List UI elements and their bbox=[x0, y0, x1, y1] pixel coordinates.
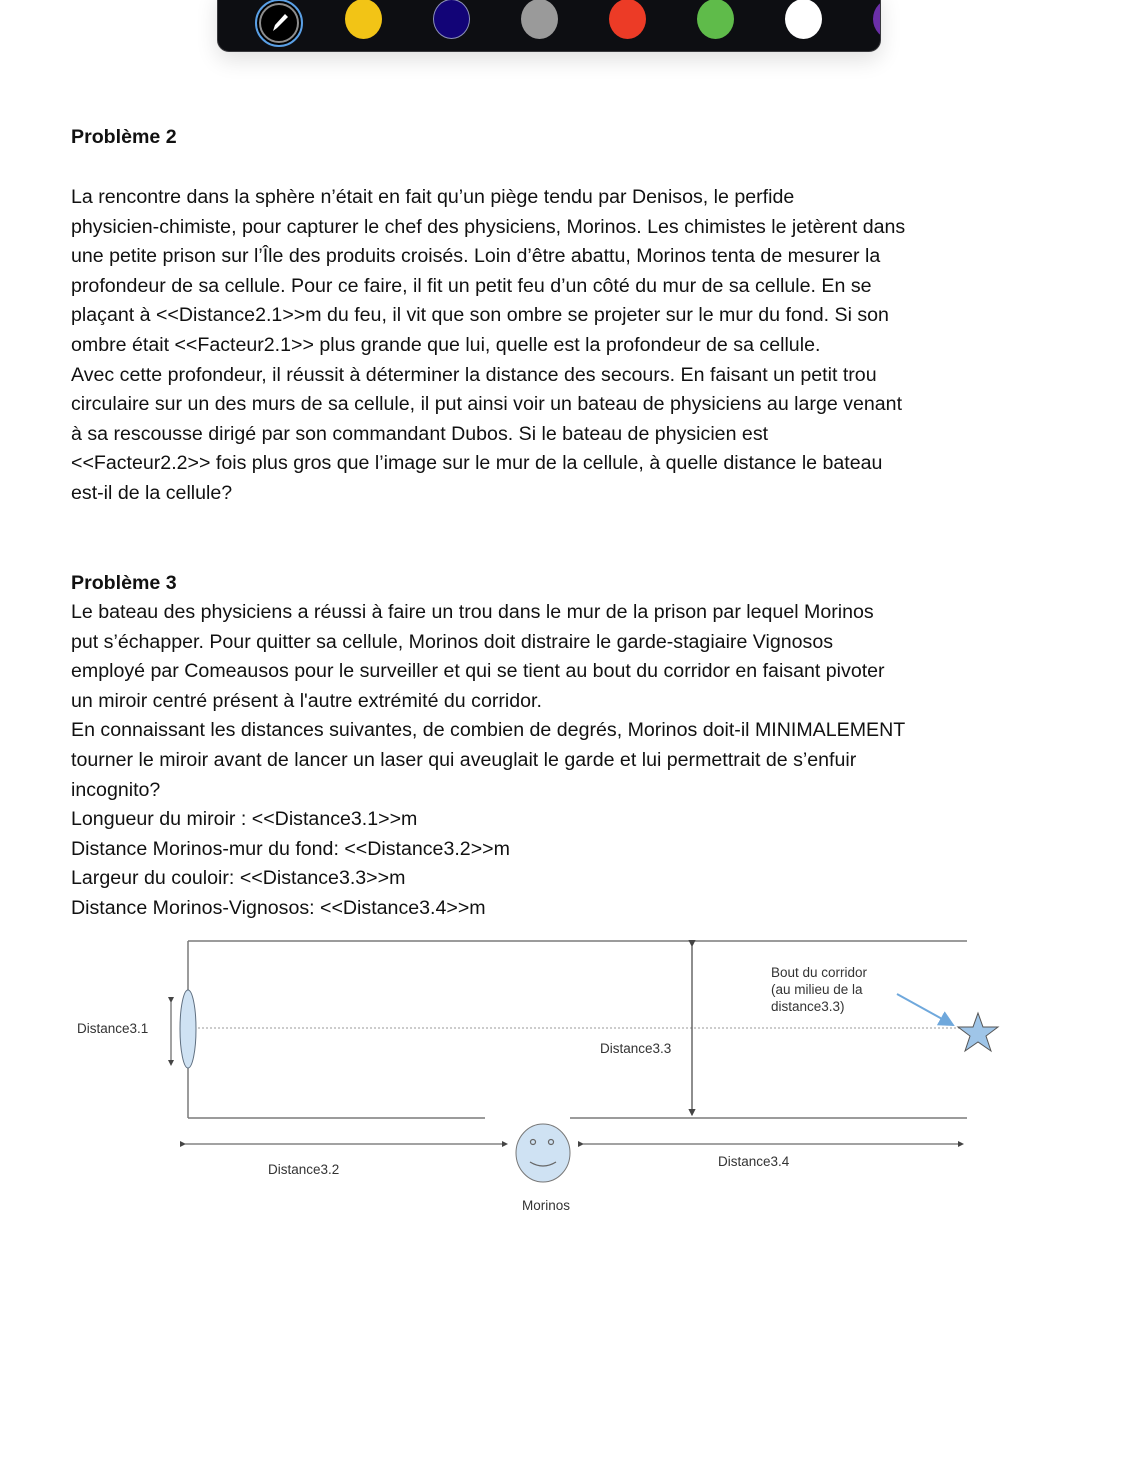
text-line: La rencontre dans la sphère n’était en fait qu’un piège tendu par Denisos, le perfide bbox=[71, 186, 795, 208]
text-line: <<Facteur2.2>> fois plus gros que l’image sur le mur de la cellule, à quelle distance le bateau bbox=[71, 452, 883, 475]
color-swatch-red[interactable] bbox=[609, 0, 646, 39]
label-corridor-width: Distance3.3 bbox=[600, 1041, 672, 1056]
given-mirror-length: Longueur du miroir : <<Distance3.1>>m bbox=[71, 808, 418, 831]
color-swatch-gray[interactable] bbox=[521, 0, 558, 39]
problem2-paragraph-1 bbox=[71, 183, 1027, 509]
pen-tool-button[interactable] bbox=[255, 0, 303, 47]
label-distance-back-wall: Distance3.2 bbox=[268, 1162, 340, 1177]
color-toolbar bbox=[217, 0, 881, 52]
color-swatch-white[interactable] bbox=[785, 0, 822, 39]
callout-line: Bout du corridor bbox=[771, 965, 868, 980]
text-line: employé par Comeausos pour le surveiller et qui se tient au bout du corridor en faisant pivoter bbox=[71, 660, 885, 683]
text-line: à sa rescousse dirigé par son commandant Dubos. Si le bateau de physicien est bbox=[71, 422, 769, 445]
given-distance-guard: Distance Morinos-Vignosos: <<Distance3.4>>m bbox=[71, 896, 486, 919]
text-line: plaçant à <<Distance2.1>>m du feu, il vit que son ombre se projeter sur le mur du fond. Si son bbox=[71, 304, 889, 327]
text-line: une petite prison sur l’Île des produits croisés. Loin d’être abattu, Morinos tenta de mesurer la bbox=[71, 245, 881, 268]
text-line: tourner le miroir avant de lancer un laser qui aveuglait le garde et lui permettrait de s’enfuir bbox=[71, 748, 857, 771]
corridor-diagram-graphic bbox=[60, 930, 1020, 1230]
text-line: Le bateau des physiciens a réussi à faire un trou dans le mur de la prison par lequel Morinos bbox=[71, 601, 874, 623]
callout-line: (au milieu de la bbox=[771, 982, 863, 997]
text-line: En connaissant les distances suivantes, de combien de degrés, Morinos doit-il MINIMALEMENT bbox=[71, 719, 906, 742]
label-mirror-length: Distance3.1 bbox=[77, 1021, 149, 1036]
given-distance-back-wall: Distance Morinos-mur du fond: <<Distance3.2>>m bbox=[71, 837, 510, 860]
text-line: put s’échapper. Pour quitter sa cellule, Morinos doit distraire le garde-stagiaire Vignosos bbox=[71, 630, 834, 653]
pencil-icon bbox=[269, 11, 291, 35]
text-line: Avec cette profondeur, il réussit à déterminer la distance des secours. En faisant un petit trou bbox=[71, 363, 877, 386]
text-line: un miroir centré présent à l'autre extrémité du corridor. bbox=[71, 689, 542, 712]
callout-corridor-end bbox=[771, 964, 867, 1015]
color-swatch-purple[interactable] bbox=[873, 0, 881, 39]
problem3-title: Problème 3 bbox=[71, 572, 177, 594]
label-distance-guard: Distance3.4 bbox=[718, 1154, 790, 1169]
text-line: incognito? bbox=[71, 778, 161, 801]
callout-line: distance3.3) bbox=[771, 999, 845, 1014]
text-line: physicien-chimiste, pour capturer le chef des physiciens, Morinos. Les chimistes le jetèrent dans bbox=[71, 215, 906, 238]
label-morinos: Morinos bbox=[522, 1198, 571, 1213]
color-swatch-green[interactable] bbox=[697, 0, 734, 39]
given-corridor-width: Largeur du couloir: <<Distance3.3>>m bbox=[71, 867, 406, 890]
text-line: est-il de la cellule? bbox=[71, 481, 233, 504]
color-swatch-navy[interactable] bbox=[433, 0, 470, 39]
corridor-diagram bbox=[60, 930, 1020, 1230]
color-swatch-yellow[interactable] bbox=[345, 0, 382, 39]
problem3-body bbox=[71, 598, 1027, 924]
text-line: ombre était <<Facteur2.1>> plus grande que lui, quelle est la profondeur de sa cellule. bbox=[71, 333, 821, 356]
problem2-title: Problème 2 bbox=[71, 126, 177, 148]
text-line: circulaire sur un des murs de sa cellule, il put ainsi voir un bateau de physiciens au large venant bbox=[71, 393, 903, 416]
text-line: profondeur de sa cellule. Pour ce faire, il fit un petit feu d’un côté du mur de sa cellule. En se bbox=[71, 274, 872, 297]
